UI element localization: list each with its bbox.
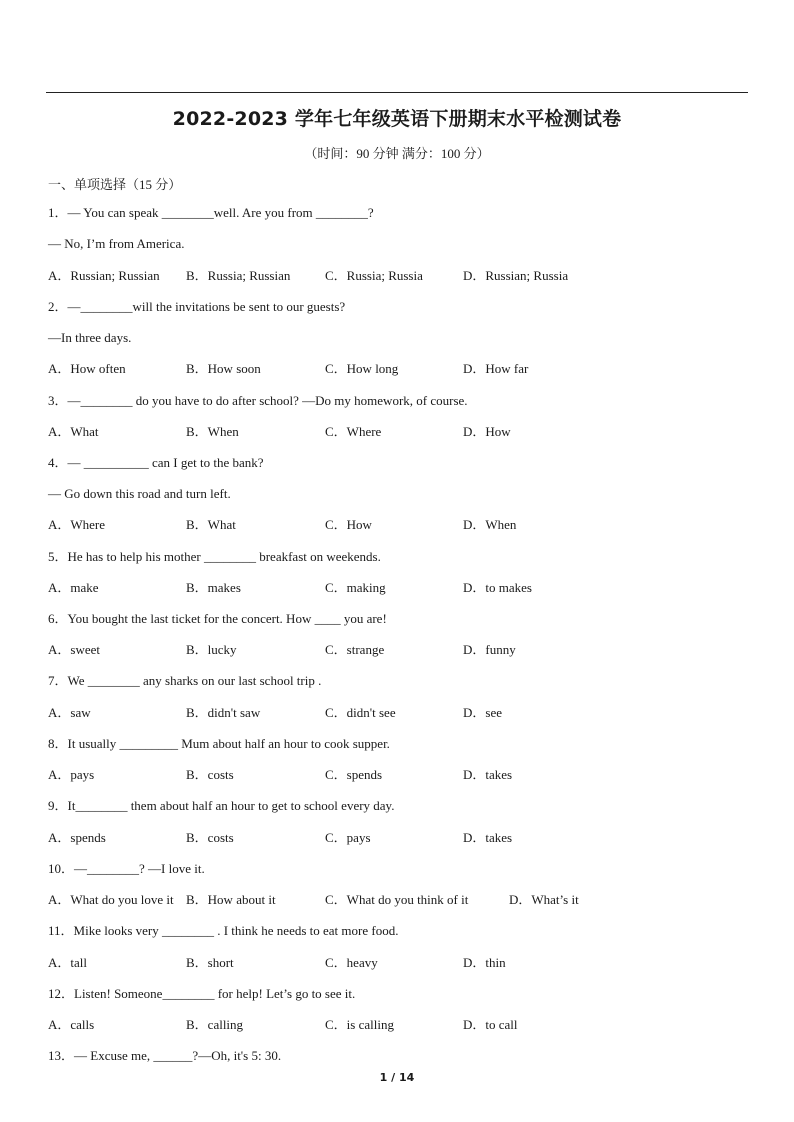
question-2-options xyxy=(48,361,748,377)
header-rule xyxy=(46,92,748,93)
question-1-stem: 1．— You can speak ________well. Are you from ________? xyxy=(48,205,374,220)
page-number: 1 / 14 xyxy=(379,1071,415,1084)
question-3-option-a[interactable]: A．What xyxy=(48,424,99,439)
question-9-option-a[interactable]: A．spends xyxy=(48,830,106,845)
question-11-options xyxy=(48,955,748,971)
exam-title: 2022-2023 学年七年级英语下册期末水平检测试卷 xyxy=(172,108,622,130)
question-1-option-c[interactable]: C．Russia; Russia xyxy=(325,268,423,283)
question-1-option-d[interactable]: D．Russian; Russia xyxy=(463,268,569,283)
question-4-option-b[interactable]: B．What xyxy=(186,517,236,532)
question-6-stem: 6．You bought the last ticket for the concert. How ____ you are! xyxy=(48,611,387,626)
question-1-options xyxy=(48,268,748,284)
question-3-option-d[interactable]: D．How xyxy=(463,424,511,439)
question-8-option-c[interactable]: C．spends xyxy=(325,767,383,782)
question-11-stem: 11．Mike looks very ________ . I think he needs to eat more food. xyxy=(48,923,399,938)
question-1-reply: — No, I’m from America. xyxy=(48,236,185,251)
question-4-option-a[interactable]: A．Where xyxy=(48,517,106,532)
question-6-option-a[interactable]: A．sweet xyxy=(48,642,100,657)
question-10-option-c[interactable]: C．What do you think of it xyxy=(325,892,469,907)
question-12-options xyxy=(48,1017,748,1033)
question-9-option-b[interactable]: B．costs xyxy=(186,830,234,845)
question-7-option-a[interactable]: A．saw xyxy=(48,705,91,720)
question-9-option-c[interactable]: C．pays xyxy=(325,830,371,845)
question-7-options xyxy=(48,705,748,721)
question-11-option-d[interactable]: D．thin xyxy=(463,955,506,970)
question-10-stem: 10．—________? —I love it. xyxy=(48,861,205,876)
question-12-stem: 12．Listen! Someone________ for help! Let’s go to see it. xyxy=(48,986,356,1001)
question-4-option-d[interactable]: D．When xyxy=(463,517,517,532)
question-2-stem: 2．—________will the invitations be sent to our guests? xyxy=(48,299,346,314)
question-7-option-c[interactable]: C．didn't see xyxy=(325,705,396,720)
question-3-stem: 3．—________ do you have to do after school? —Do my homework, of course. xyxy=(48,393,468,408)
question-7-stem: 7．We ________ any sharks on our last school trip . xyxy=(48,673,322,688)
question-10-options xyxy=(48,892,748,908)
question-6-option-b[interactable]: B．lucky xyxy=(186,642,237,657)
question-7-option-b[interactable]: B．didn't saw xyxy=(186,705,261,720)
question-5-option-b[interactable]: B．makes xyxy=(186,580,241,595)
section-heading: 一、单项选择（15 分） xyxy=(48,177,182,192)
question-4-reply: — Go down this road and turn left. xyxy=(48,486,231,501)
question-9-stem: 9．It________ them about half an hour to get to school every day. xyxy=(48,798,395,813)
question-8-options xyxy=(48,767,748,783)
question-8-option-a[interactable]: A．pays xyxy=(48,767,95,782)
question-4-options xyxy=(48,517,748,533)
question-10-option-b[interactable]: B．How about it xyxy=(186,892,276,907)
question-3-option-b[interactable]: B．When xyxy=(186,424,239,439)
question-1-option-b[interactable]: B．Russia; Russian xyxy=(186,268,291,283)
question-4-option-c[interactable]: C．How xyxy=(325,517,372,532)
question-7-option-d[interactable]: D．see xyxy=(463,705,502,720)
question-10-option-d[interactable]: D．What’s it xyxy=(509,892,579,907)
question-2-option-d[interactable]: D．How far xyxy=(463,361,529,376)
question-8-stem: 8．It usually _________ Mum about half an hour to cook supper. xyxy=(48,736,390,751)
question-5-option-d[interactable]: D．to makes xyxy=(463,580,532,595)
question-8-option-d[interactable]: D．takes xyxy=(463,767,513,782)
question-12-option-c[interactable]: C．is calling xyxy=(325,1017,394,1032)
question-5-option-a[interactable]: A．make xyxy=(48,580,99,595)
question-5-options xyxy=(48,580,748,596)
question-12-option-b[interactable]: B．calling xyxy=(186,1017,244,1032)
question-3-option-c[interactable]: C．Where xyxy=(325,424,382,439)
question-2-option-a[interactable]: A．How often xyxy=(48,361,126,376)
question-3-options xyxy=(48,424,748,440)
question-2-reply: —In three days. xyxy=(48,330,132,345)
question-12-option-d[interactable]: D．to call xyxy=(463,1017,518,1032)
question-11-option-c[interactable]: C．heavy xyxy=(325,955,378,970)
question-8-option-b[interactable]: B．costs xyxy=(186,767,234,782)
question-11-option-a[interactable]: A．tall xyxy=(48,955,87,970)
question-1-option-a[interactable]: A．Russian; Russian xyxy=(48,268,160,283)
question-6-option-d[interactable]: D．funny xyxy=(463,642,516,657)
question-5-option-c[interactable]: C．making xyxy=(325,580,386,595)
question-13-stem: 13．— Excuse me, ______?—Oh, it's 5: 30. xyxy=(48,1048,282,1063)
exam-subtitle: （时间：90 分钟 满分：100 分） xyxy=(304,146,490,161)
question-4-stem: 4．— __________ can I get to the bank? xyxy=(48,455,264,470)
question-6-option-c[interactable]: C．strange xyxy=(325,642,385,657)
question-9-options xyxy=(48,830,748,846)
question-2-option-b[interactable]: B．How soon xyxy=(186,361,261,376)
question-11-option-b[interactable]: B．short xyxy=(186,955,234,970)
question-2-option-c[interactable]: C．How long xyxy=(325,361,399,376)
question-6-options xyxy=(48,642,748,658)
question-10-option-a[interactable]: A．What do you love it xyxy=(48,892,174,907)
question-12-option-a[interactable]: A．calls xyxy=(48,1017,95,1032)
question-9-option-d[interactable]: D．takes xyxy=(463,830,513,845)
question-5-stem: 5．He has to help his mother ________ breakfast on weekends. xyxy=(48,549,381,564)
